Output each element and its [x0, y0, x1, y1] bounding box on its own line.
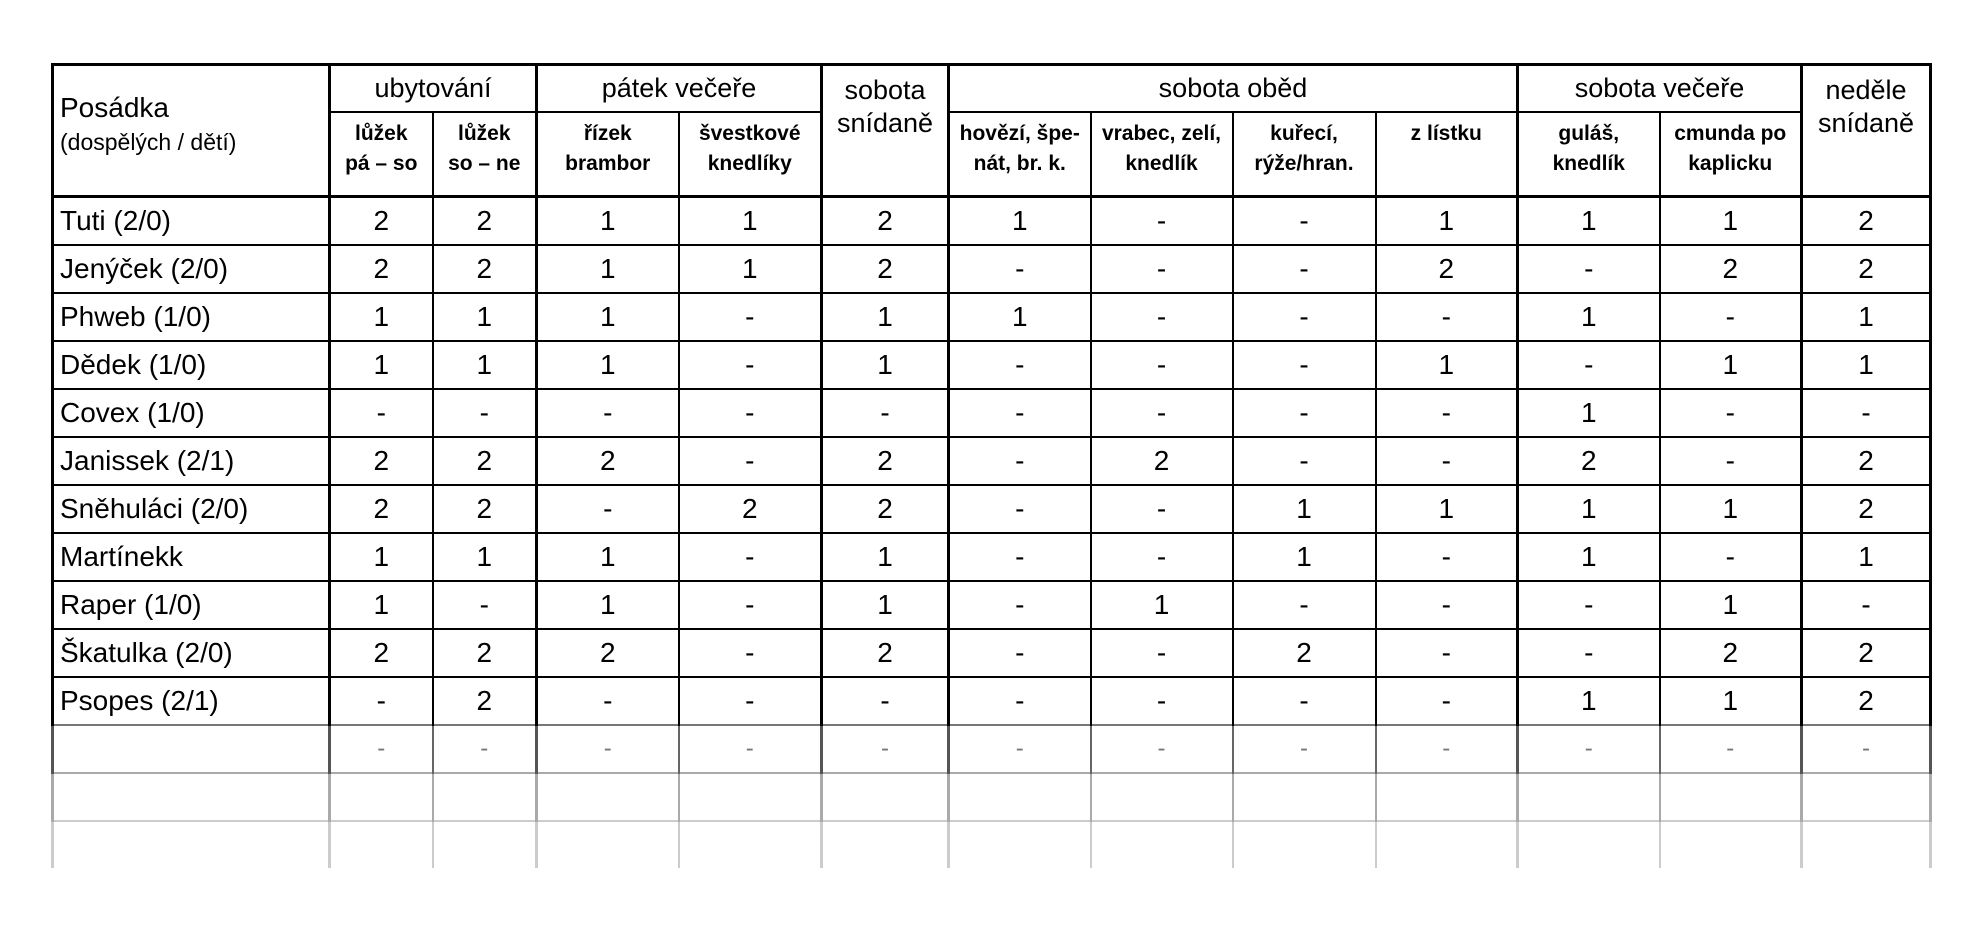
cell-z-listku: 1	[1376, 485, 1518, 533]
cell-svestkove: -	[679, 677, 822, 725]
cell-hovezi: -	[949, 677, 1091, 725]
cell-svestkove: 1	[679, 245, 822, 293]
cell-sobota-snidane: 2	[822, 245, 949, 293]
header-z-listku	[1376, 112, 1518, 197]
cell-z-listku: -	[1376, 293, 1518, 341]
cell-luzek-pa-so: 2	[330, 245, 433, 293]
cell-kureci: -	[1233, 197, 1376, 246]
header-cmunda	[1660, 112, 1802, 197]
cell-luzek-so-ne: 2	[433, 629, 537, 677]
header-kureci	[1233, 112, 1376, 197]
cell-hovezi	[949, 773, 1091, 821]
cell-luzek-so-ne: 2	[433, 485, 537, 533]
header-sobota-snidane-line2: snídaně	[836, 108, 934, 138]
header-sobota-vecere: sobota večeře	[1518, 65, 1802, 113]
cell-cmunda: 1	[1660, 677, 1802, 725]
table-row	[53, 725, 1931, 773]
header-gulas-line2: knedlík	[1552, 152, 1625, 175]
cell-svestkove: -	[679, 389, 822, 437]
header-nedele-snidane	[1802, 65, 1931, 197]
header-sobota-snidane	[822, 65, 949, 197]
header-rizek-line1: řízek	[583, 122, 632, 145]
cell-cmunda: -	[1660, 533, 1802, 581]
cell-svestkove	[679, 821, 822, 868]
cell-luzek-pa-so: -	[330, 677, 433, 725]
cell-nedele-snidane: 1	[1802, 293, 1931, 341]
cell-z-listku	[1376, 821, 1518, 868]
cell-luzek-pa-so: -	[330, 725, 433, 773]
table-row	[53, 437, 1931, 485]
header-svestkove-line2: knedlíky	[707, 152, 792, 175]
cell-vrabec: -	[1091, 341, 1233, 389]
cell-z-listku: 1	[1376, 341, 1518, 389]
table-row	[53, 341, 1931, 389]
cell-gulas: -	[1518, 725, 1660, 773]
header-sobota-obed: sobota oběd	[949, 65, 1518, 113]
cell-nedele-snidane: -	[1802, 389, 1931, 437]
cell-luzek-so-ne: -	[433, 725, 537, 773]
header-cmunda-line1: cmunda po	[1674, 122, 1787, 145]
cell-cmunda	[1660, 773, 1802, 821]
cell-svestkove: -	[679, 437, 822, 485]
cell-cmunda: -	[1660, 437, 1802, 485]
cell-hovezi: 1	[949, 293, 1091, 341]
cell-vrabec: -	[1091, 245, 1233, 293]
cell-nedele-snidane: 1	[1802, 341, 1931, 389]
cell-luzek-pa-so: 1	[330, 341, 433, 389]
header-patek-vecere: pátek večeře	[537, 65, 822, 113]
header-luzek-so-ne-line1: lůžek	[457, 122, 511, 145]
cell-gulas: -	[1518, 245, 1660, 293]
header-z-listku-line1: z lístku	[1410, 122, 1482, 145]
cell-posadka: Psopes (2/1)	[53, 677, 330, 725]
cell-hovezi: -	[949, 389, 1091, 437]
cell-svestkove: -	[679, 629, 822, 677]
cell-vrabec: -	[1091, 725, 1233, 773]
table-row	[53, 629, 1931, 677]
cell-hovezi: -	[949, 341, 1091, 389]
header-cmunda-line2: kaplicku	[1688, 152, 1773, 175]
cell-z-listku: -	[1376, 677, 1518, 725]
cell-rizek: 1	[537, 293, 679, 341]
header-luzek-pa-so-line2: pá – so	[345, 152, 418, 175]
cell-kureci: -	[1233, 293, 1376, 341]
cell-svestkove: -	[679, 581, 822, 629]
header-group-row	[53, 65, 1931, 113]
cell-kureci: -	[1233, 245, 1376, 293]
cell-cmunda: 2	[1660, 245, 1802, 293]
cell-svestkove: 1	[679, 197, 822, 246]
cell-vrabec: -	[1091, 485, 1233, 533]
cell-posadka: Covex (1/0)	[53, 389, 330, 437]
cell-nedele-snidane: 2	[1802, 629, 1931, 677]
cell-sobota-snidane	[822, 821, 949, 868]
cell-kureci: -	[1233, 341, 1376, 389]
posadka-label: Posádka	[60, 92, 169, 123]
cell-luzek-so-ne: -	[433, 581, 537, 629]
cell-luzek-pa-so: -	[330, 389, 433, 437]
cell-nedele-snidane: 2	[1802, 677, 1931, 725]
header-svestkove-line1: švestkové	[698, 122, 801, 145]
cell-cmunda: 1	[1660, 341, 1802, 389]
cell-nedele-snidane: 1	[1802, 533, 1931, 581]
cell-cmunda	[1660, 821, 1802, 868]
header-sub-row	[53, 112, 1931, 197]
cell-vrabec: -	[1091, 389, 1233, 437]
table-row	[53, 293, 1931, 341]
cell-rizek: 1	[537, 533, 679, 581]
cell-posadka	[53, 725, 330, 773]
cell-rizek	[537, 821, 679, 868]
cell-rizek: 2	[537, 437, 679, 485]
header-vrabec-line2: knedlík	[1125, 152, 1198, 175]
table-row	[53, 245, 1931, 293]
cell-posadka	[53, 773, 330, 821]
header-svestkove	[679, 112, 822, 197]
cell-vrabec: -	[1091, 629, 1233, 677]
cell-nedele-snidane: -	[1802, 581, 1931, 629]
cell-z-listku: -	[1376, 437, 1518, 485]
table-row	[53, 533, 1931, 581]
cell-nedele-snidane: 2	[1802, 485, 1931, 533]
cell-hovezi: -	[949, 533, 1091, 581]
cell-sobota-snidane	[822, 773, 949, 821]
table-row	[53, 581, 1931, 629]
header-rizek	[537, 112, 679, 197]
cell-posadka: Sněhuláci (2/0)	[53, 485, 330, 533]
cell-gulas: 1	[1518, 533, 1660, 581]
cell-gulas: 1	[1518, 389, 1660, 437]
cell-rizek: 2	[537, 629, 679, 677]
header-vrabec-line1: vrabec, zelí,	[1101, 122, 1222, 145]
header-gulas-line1: guláš,	[1558, 122, 1620, 145]
cell-hovezi: -	[949, 245, 1091, 293]
cell-luzek-so-ne: 1	[433, 293, 537, 341]
header-sobota-snidane-line1: sobota	[844, 75, 926, 105]
cell-nedele-snidane: 2	[1802, 437, 1931, 485]
cell-kureci: -	[1233, 389, 1376, 437]
cell-vrabec	[1091, 773, 1233, 821]
cell-kureci: 2	[1233, 629, 1376, 677]
cell-gulas: 2	[1518, 437, 1660, 485]
header-luzek-so-ne	[433, 112, 537, 197]
cell-hovezi: 1	[949, 197, 1091, 246]
cell-gulas	[1518, 773, 1660, 821]
cell-luzek-so-ne: 1	[433, 533, 537, 581]
cell-svestkove: 2	[679, 485, 822, 533]
cell-kureci	[1233, 821, 1376, 868]
cell-luzek-pa-so: 2	[330, 197, 433, 246]
header-luzek-pa-so-line1: lůžek	[354, 122, 408, 145]
order-table	[51, 63, 1932, 868]
cell-rizek: -	[537, 677, 679, 725]
cell-gulas: -	[1518, 581, 1660, 629]
cell-sobota-snidane: 2	[822, 197, 949, 246]
cell-luzek-pa-so: 1	[330, 533, 433, 581]
header-kureci-line2: rýže/hran.	[1254, 152, 1354, 175]
cell-luzek-so-ne: 2	[433, 437, 537, 485]
cell-sobota-snidane: -	[822, 677, 949, 725]
posadka-sublabel: (dospělých / dětí)	[60, 129, 237, 155]
cell-nedele-snidane: 2	[1802, 197, 1931, 246]
cell-svestkove: -	[679, 293, 822, 341]
cell-kureci	[1233, 773, 1376, 821]
cell-luzek-pa-so	[330, 821, 433, 868]
header-ubytovani: ubytování	[330, 65, 537, 113]
cell-luzek-pa-so: 2	[330, 437, 433, 485]
cell-posadka: Škatulka (2/0)	[53, 629, 330, 677]
cell-kureci: -	[1233, 677, 1376, 725]
cell-posadka: Raper (1/0)	[53, 581, 330, 629]
cell-sobota-snidane: 2	[822, 437, 949, 485]
cell-hovezi: -	[949, 725, 1091, 773]
cell-posadka: Dědek (1/0)	[53, 341, 330, 389]
cell-sobota-snidane: -	[822, 725, 949, 773]
cell-nedele-snidane: -	[1802, 725, 1931, 773]
cell-luzek-so-ne	[433, 773, 537, 821]
cell-gulas: -	[1518, 629, 1660, 677]
cell-rizek: 1	[537, 197, 679, 246]
cell-gulas: 1	[1518, 485, 1660, 533]
header-kureci-line1: kuřecí,	[1270, 122, 1338, 145]
cell-luzek-pa-so	[330, 773, 433, 821]
cell-rizek: -	[537, 725, 679, 773]
cell-rizek: 1	[537, 245, 679, 293]
cell-rizek: -	[537, 389, 679, 437]
cell-posadka: Martínekk	[53, 533, 330, 581]
cell-svestkove: -	[679, 341, 822, 389]
cell-z-listku	[1376, 773, 1518, 821]
cell-svestkove	[679, 773, 822, 821]
header-rizek-line2: brambor	[565, 152, 651, 175]
cell-rizek: -	[537, 485, 679, 533]
cell-sobota-snidane: -	[822, 389, 949, 437]
cell-kureci: -	[1233, 725, 1376, 773]
header-gulas	[1518, 112, 1660, 197]
cell-vrabec: 2	[1091, 437, 1233, 485]
cell-nedele-snidane: 2	[1802, 245, 1931, 293]
cell-gulas: 1	[1518, 677, 1660, 725]
cell-z-listku: 2	[1376, 245, 1518, 293]
cell-z-listku: -	[1376, 389, 1518, 437]
cell-z-listku: -	[1376, 581, 1518, 629]
cell-sobota-snidane: 1	[822, 581, 949, 629]
table-row	[53, 389, 1931, 437]
header-luzek-pa-so	[330, 112, 433, 197]
cell-z-listku: -	[1376, 629, 1518, 677]
cell-posadka	[53, 821, 330, 868]
cell-posadka: Tuti (2/0)	[53, 197, 330, 246]
cell-posadka: Jenýček (2/0)	[53, 245, 330, 293]
cell-kureci: 1	[1233, 533, 1376, 581]
header-nedele-snidane-line2: snídaně	[1817, 108, 1915, 138]
cell-rizek: 1	[537, 581, 679, 629]
cell-cmunda: 1	[1660, 485, 1802, 533]
cell-vrabec: -	[1091, 677, 1233, 725]
cell-cmunda: -	[1660, 293, 1802, 341]
cell-luzek-pa-so: 2	[330, 629, 433, 677]
cell-vrabec: 1	[1091, 581, 1233, 629]
cell-cmunda: -	[1660, 389, 1802, 437]
cell-z-listku: -	[1376, 725, 1518, 773]
cell-gulas: 1	[1518, 197, 1660, 246]
cell-rizek: 1	[537, 341, 679, 389]
cell-luzek-pa-so: 1	[330, 293, 433, 341]
cell-sobota-snidane: 1	[822, 533, 949, 581]
table-row	[53, 821, 1931, 868]
header-nedele-snidane-line1: neděle	[1825, 75, 1907, 105]
order-sheet	[51, 63, 1932, 868]
table-row	[53, 773, 1931, 821]
table-row	[53, 197, 1931, 246]
header-vrabec	[1091, 112, 1233, 197]
cell-nedele-snidane	[1802, 773, 1931, 821]
cell-hovezi: -	[949, 581, 1091, 629]
cell-sobota-snidane: 1	[822, 341, 949, 389]
cell-hovezi	[949, 821, 1091, 868]
header-hovezi	[949, 112, 1091, 197]
cell-z-listku: -	[1376, 533, 1518, 581]
cell-sobota-snidane: 2	[822, 629, 949, 677]
cell-hovezi: -	[949, 629, 1091, 677]
cell-gulas: -	[1518, 341, 1660, 389]
cell-cmunda: 2	[1660, 629, 1802, 677]
cell-sobota-snidane: 2	[822, 485, 949, 533]
cell-luzek-so-ne: 1	[433, 341, 537, 389]
cell-posadka: Phweb (1/0)	[53, 293, 330, 341]
cell-hovezi: -	[949, 437, 1091, 485]
cell-luzek-so-ne: -	[433, 389, 537, 437]
cell-vrabec: -	[1091, 533, 1233, 581]
cell-posadka: Janissek (2/1)	[53, 437, 330, 485]
cell-gulas: 1	[1518, 293, 1660, 341]
cell-cmunda: -	[1660, 725, 1802, 773]
cell-kureci: -	[1233, 581, 1376, 629]
cell-luzek-so-ne: 2	[433, 245, 537, 293]
cell-luzek-pa-so: 2	[330, 485, 433, 533]
cell-cmunda: 1	[1660, 581, 1802, 629]
cell-luzek-so-ne: 2	[433, 197, 537, 246]
cell-vrabec: -	[1091, 293, 1233, 341]
cell-hovezi: -	[949, 485, 1091, 533]
cell-luzek-so-ne	[433, 821, 537, 868]
table-body	[53, 197, 1931, 869]
cell-gulas	[1518, 821, 1660, 868]
cell-vrabec: -	[1091, 197, 1233, 246]
header-hovezi-line1: hovězí, špe-	[959, 122, 1080, 145]
cell-vrabec	[1091, 821, 1233, 868]
cell-z-listku: 1	[1376, 197, 1518, 246]
cell-nedele-snidane	[1802, 821, 1931, 868]
cell-kureci: 1	[1233, 485, 1376, 533]
cell-luzek-pa-so: 1	[330, 581, 433, 629]
cell-kureci: -	[1233, 437, 1376, 485]
cell-svestkove: -	[679, 533, 822, 581]
cell-cmunda: 1	[1660, 197, 1802, 246]
header-posadka	[53, 65, 330, 197]
header-luzek-so-ne-line2: so – ne	[448, 152, 521, 175]
header-hovezi-line2: nát, br. k.	[973, 152, 1066, 175]
cell-sobota-snidane: 1	[822, 293, 949, 341]
table-row	[53, 485, 1931, 533]
cell-svestkove: -	[679, 725, 822, 773]
table-row	[53, 677, 1931, 725]
cell-rizek	[537, 773, 679, 821]
cell-luzek-so-ne: 2	[433, 677, 537, 725]
